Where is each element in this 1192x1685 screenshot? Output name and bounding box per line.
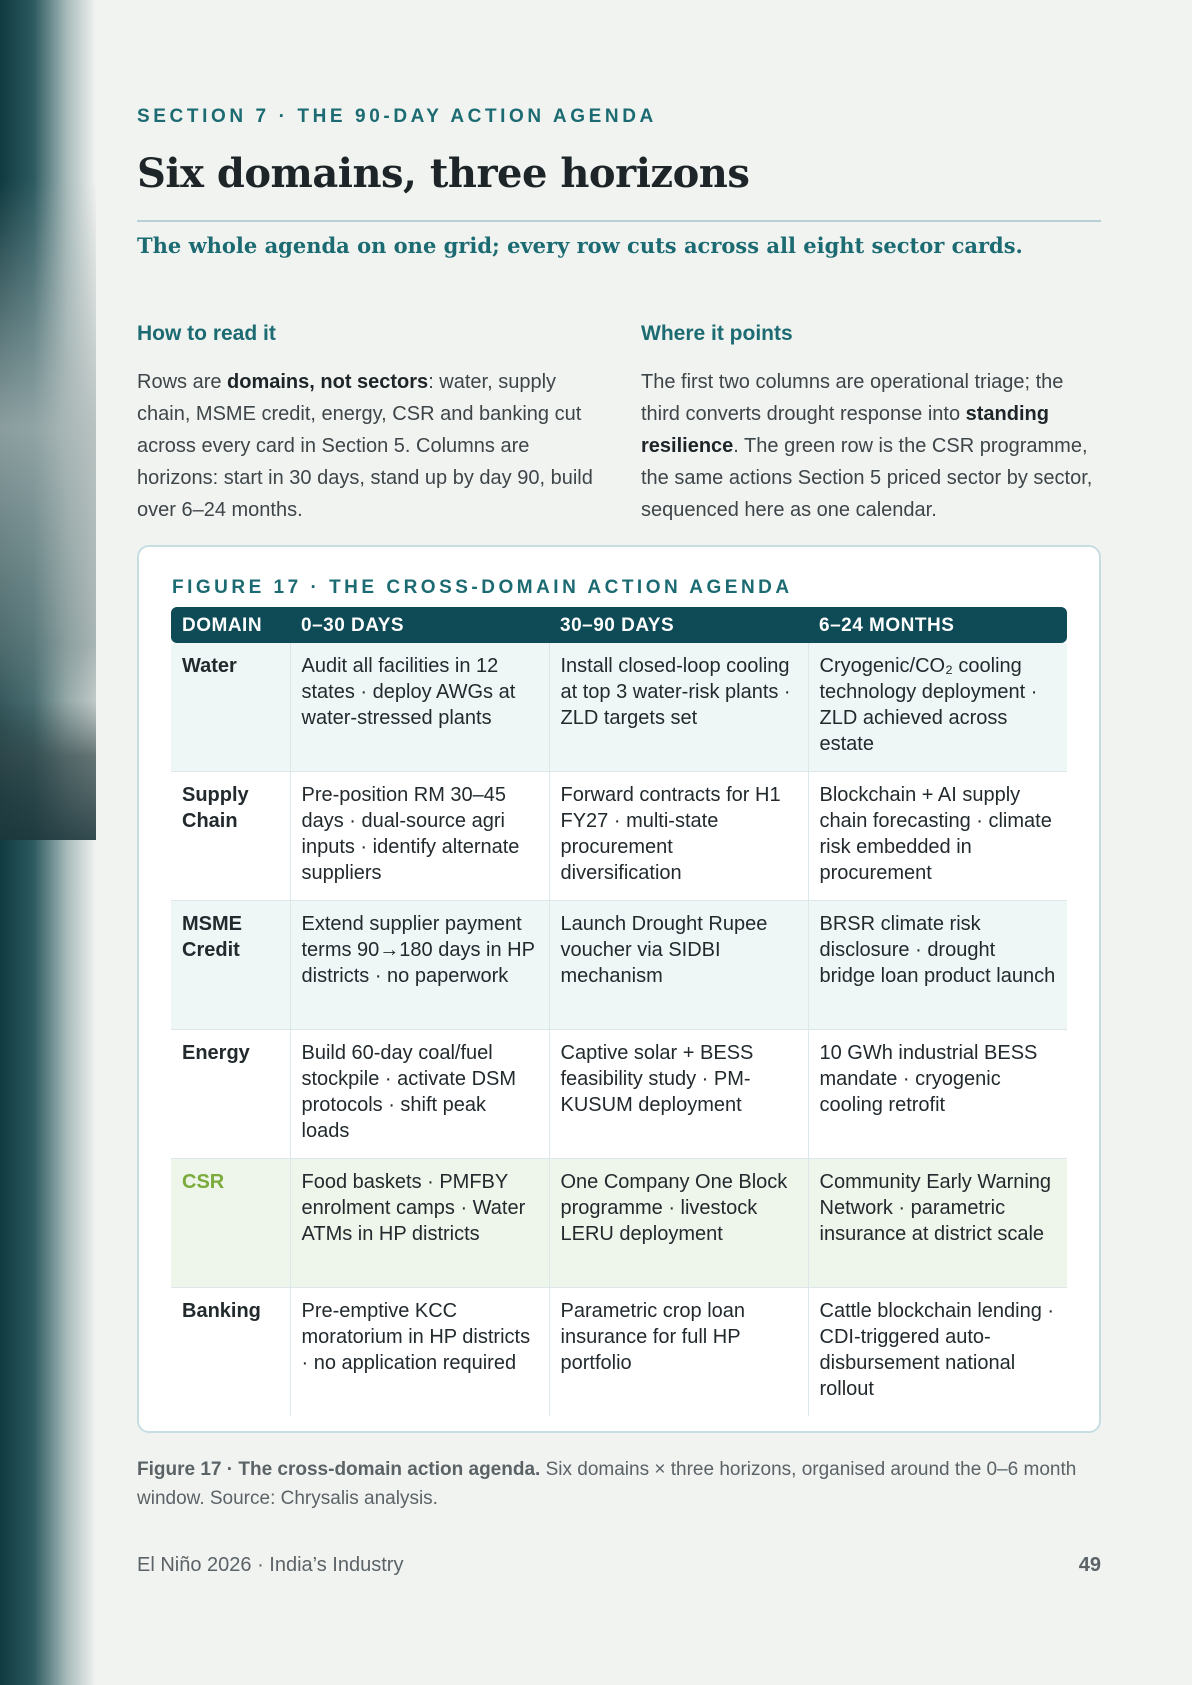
cell-30-90-days: Install closed-loop cooling at top 3 water-risk plants · ZLD targets set — [549, 643, 808, 772]
cell-30-90-days: Parametric crop loan insurance for full HP portfolio — [549, 1288, 808, 1417]
cell-6-24-months: Blockchain + AI supply chain forecasting · climate risk embedded in procurement — [808, 772, 1067, 901]
where-it-points-text — [641, 366, 1101, 526]
cell-30-90-days: Forward contracts for H1 FY27 · multi-state procurement diversification — [549, 772, 808, 901]
page-subtitle: The whole agenda on one grid; every row cuts across all eight sector cards. — [137, 233, 1023, 258]
how-to-read-heading: How to read it — [137, 322, 276, 345]
domain-cell: Energy — [171, 1030, 290, 1159]
header-6-24-months: 6–24 MONTHS — [808, 607, 1067, 643]
caption-text: Six domains × three horizons, organised around the 0–6 month window. Source: Chrysalis analysis. — [137, 1459, 1077, 1509]
cell-0-30-days: Pre-position RM 30–45 days · dual-source agri inputs · identify alternate suppliers — [290, 772, 549, 901]
table-row-supply-chain — [171, 772, 1067, 901]
where-it-points-column — [641, 322, 1101, 526]
caption-bold: Figure 17 · The cross-domain action agenda. — [137, 1459, 541, 1480]
how-to-read-text-b: : water, supply chain, MSME credit, energy, CSR and banking cut across every card in Section 5. Columns are horizons: start in 30 days, stand up by day 90, build over 6–24 months. — [137, 371, 593, 521]
figure-caption — [137, 1455, 1101, 1513]
how-to-read-column — [137, 322, 597, 526]
cell-0-30-days: Build 60-day coal/fuel stockpile · activate DSM protocols · shift peak loads — [290, 1030, 549, 1159]
cell-30-90-days: Launch Drought Rupee voucher via SIDBI mechanism — [549, 901, 808, 1030]
cell-0-30-days: Pre-emptive KCC moratorium in HP districts · no application required — [290, 1288, 549, 1417]
cell-0-30-days: Audit all facilities in 12 states · deploy AWGs at water-stressed plants — [290, 643, 549, 772]
page-number: 49 — [1078, 1554, 1101, 1576]
domain-cell: MSME Credit — [171, 901, 290, 1030]
table-row-banking — [171, 1288, 1067, 1417]
cell-0-30-days: Extend supplier payment terms 90→180 days in HP districts · no paperwork — [290, 901, 549, 1030]
cell-6-24-months: Community Early Warning Network · parametric insurance at district scale — [808, 1159, 1067, 1288]
cell-6-24-months: BRSR climate risk disclosure · drought bridge loan product launch — [808, 901, 1067, 1030]
where-it-points-text-b: . The green row is the CSR programme, the same actions Section 5 priced sector by sector, sequenced here as one calendar. — [641, 435, 1093, 521]
cell-0-30-days: Food baskets · PMFBY enrolment camps · Water ATMs in HP districts — [290, 1159, 549, 1288]
footer-publication: El Niño 2026 · India’s Industry — [137, 1554, 404, 1576]
table-row-csr — [171, 1159, 1067, 1288]
cell-6-24-months: Cattle blockchain lending · CDI-triggered auto-disbursement national rollout — [819, 1300, 1055, 1400]
table-header-row — [171, 607, 1067, 643]
cell-6-24-months: 10 GWh industrial BESS mandate · cryogenic cooling retrofit — [808, 1030, 1067, 1159]
where-it-points-heading: Where it points — [641, 322, 793, 345]
title-divider — [137, 220, 1101, 222]
page-title: Six domains, three horizons — [137, 150, 750, 197]
where-it-points-text-a: The first two columns are operational triage; the third converts drought response into — [641, 371, 1064, 425]
how-to-read-text — [137, 366, 597, 526]
domain-cell: Water — [171, 643, 290, 772]
table-row-water — [171, 643, 1067, 772]
cell-6-24-months: Cryogenic/CO₂ cooling technology deployment · ZLD achieved across estate — [808, 643, 1067, 772]
table-row-msme-credit — [171, 901, 1067, 1030]
cell-30-90-days: Captive solar + BESS feasibility study · PM-KUSUM deployment — [549, 1030, 808, 1159]
header-domain: DOMAIN — [171, 607, 290, 643]
figure-label: FIGURE 17 · THE CROSS-DOMAIN ACTION AGENDA — [172, 577, 793, 598]
how-to-read-text-a: Rows are — [137, 371, 228, 393]
action-agenda-table — [171, 607, 1067, 1416]
header-30-90-days: 30–90 DAYS — [549, 607, 808, 643]
side-photo-skyline — [0, 700, 96, 840]
side-photo-strip — [0, 0, 96, 1685]
where-it-points-bold: standing resilience — [641, 403, 1049, 457]
cell-30-90-days: One Company One Block programme · livestock LERU deployment — [549, 1159, 808, 1288]
section-kicker: SECTION 7 · THE 90-DAY ACTION AGENDA — [137, 106, 657, 127]
domain-cell: Banking — [171, 1288, 290, 1417]
figure-card — [137, 545, 1101, 1433]
domain-cell: CSR — [171, 1159, 290, 1288]
header-0-30-days: 0–30 DAYS — [290, 607, 549, 643]
table-row-energy — [171, 1030, 1067, 1159]
domain-cell: Supply Chain — [171, 772, 290, 901]
how-to-read-bold: domains, not sectors — [227, 371, 429, 393]
